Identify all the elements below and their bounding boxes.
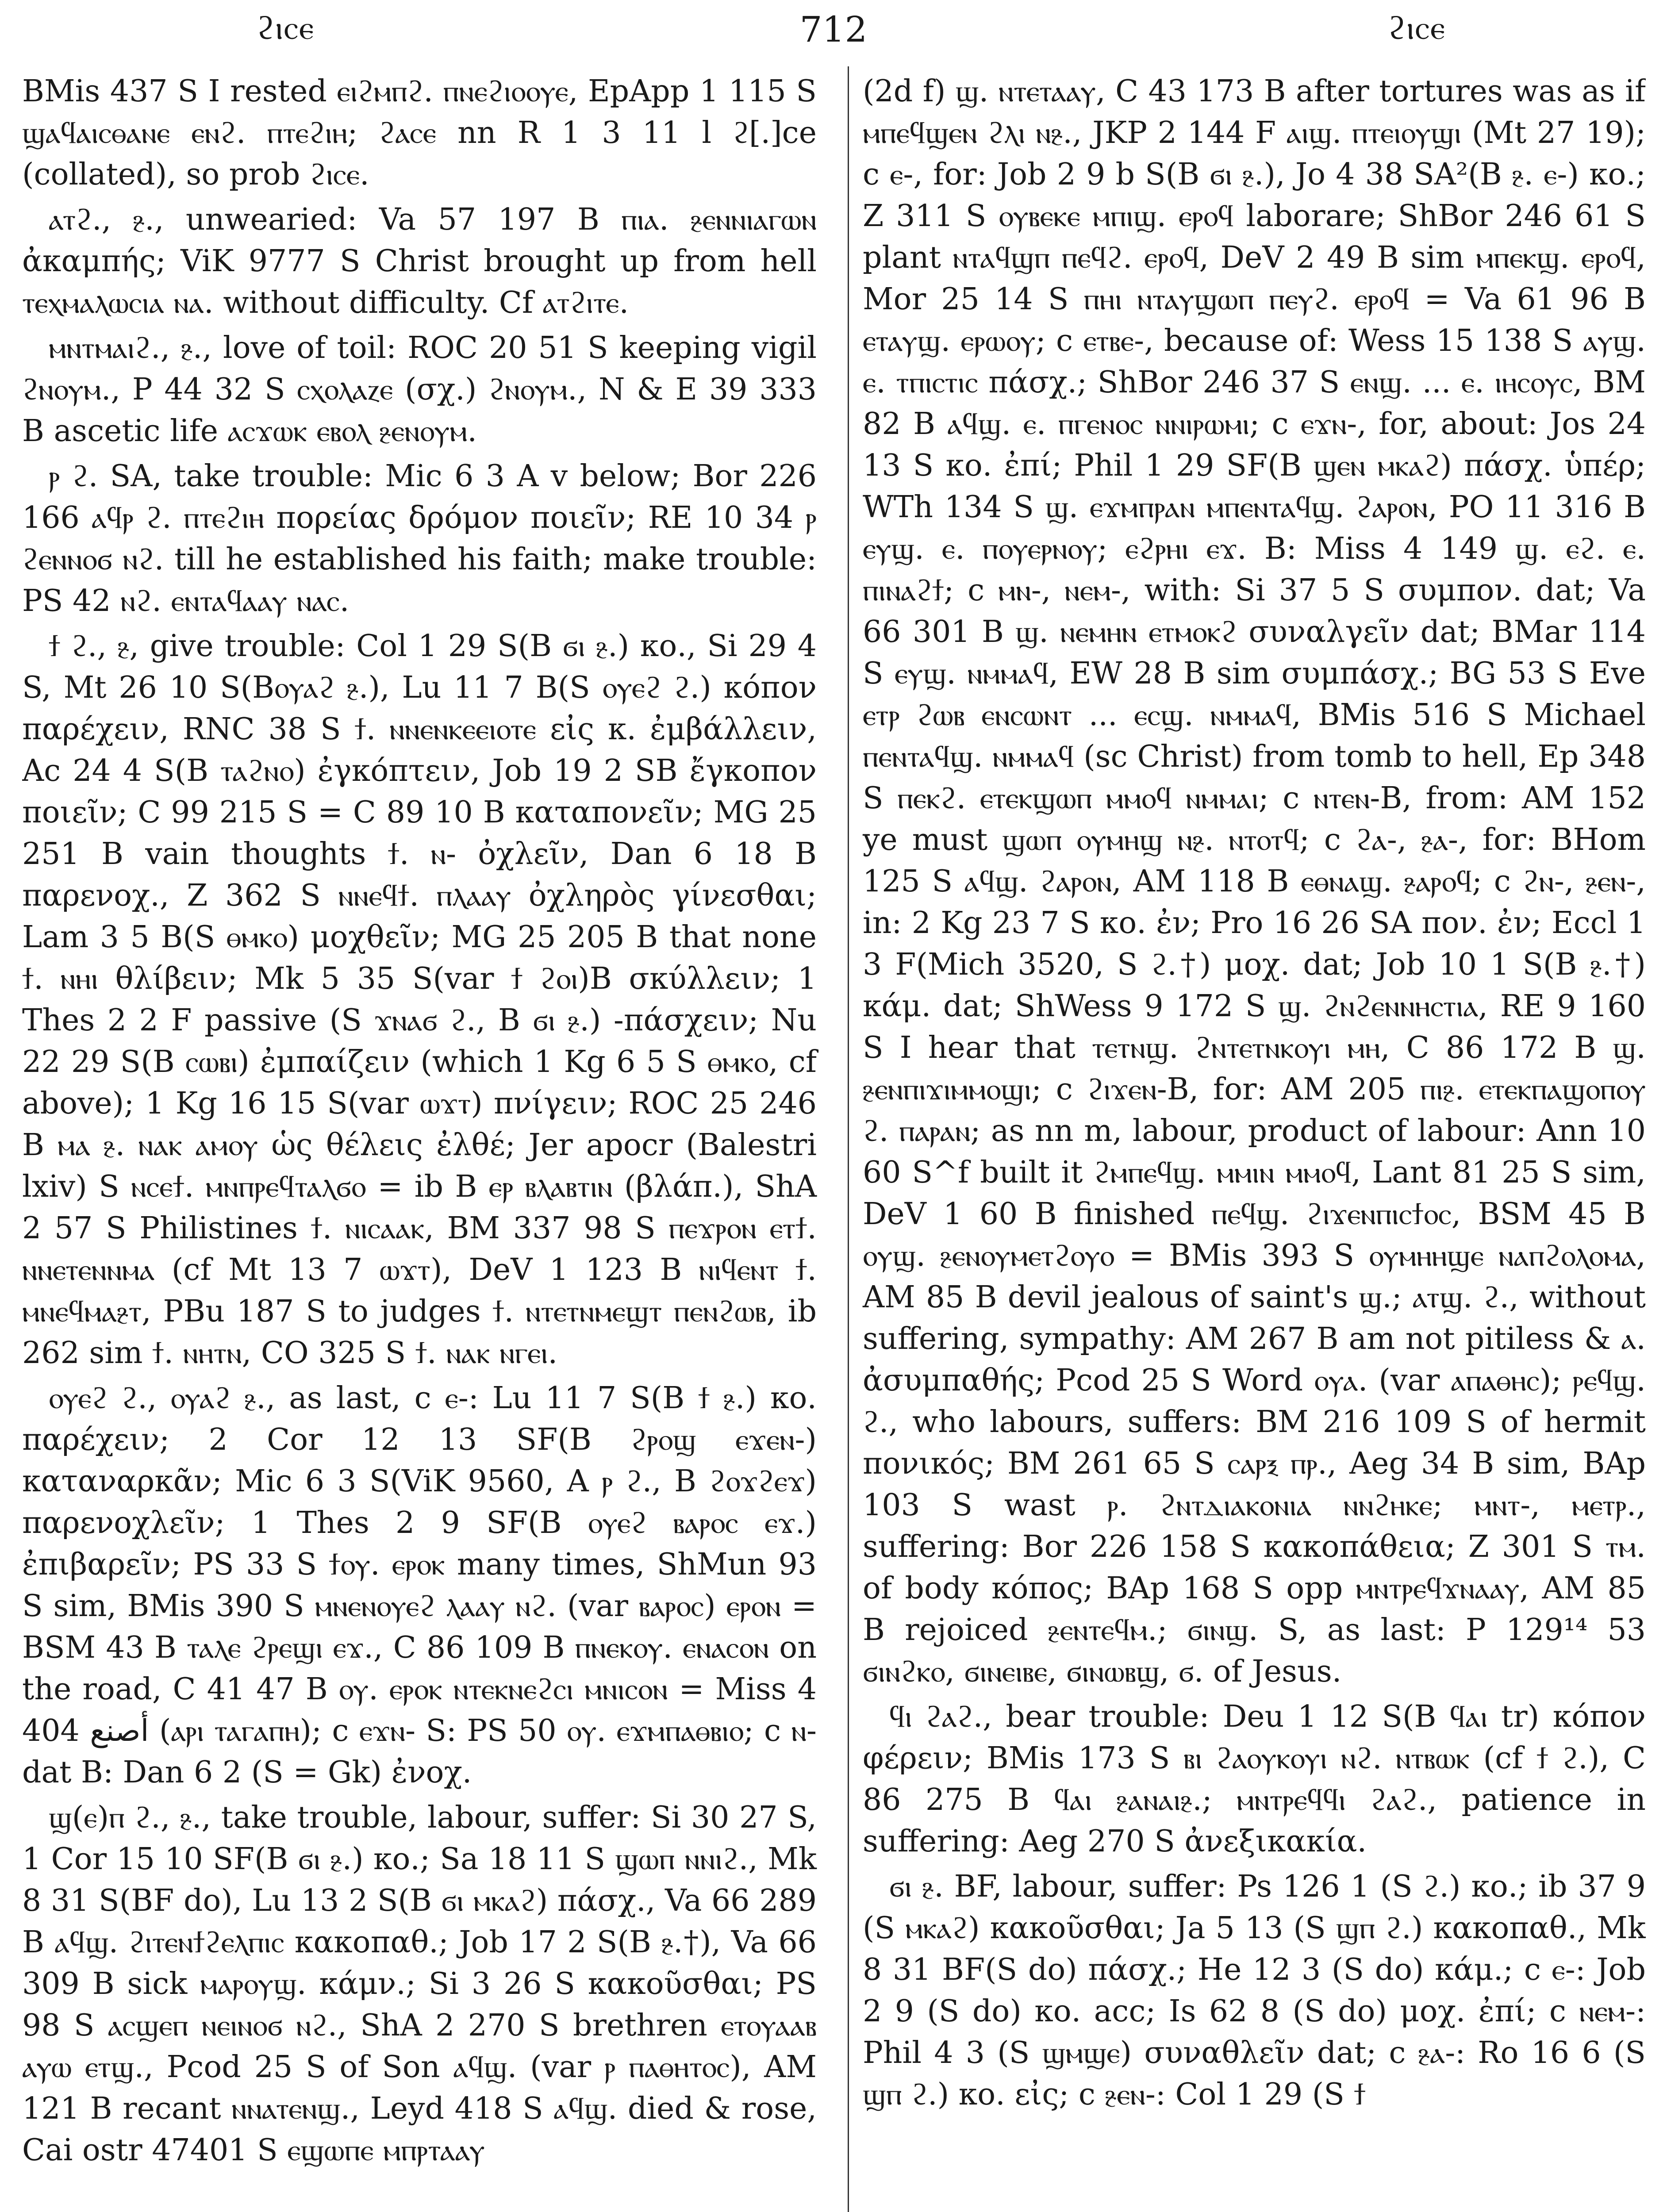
entry-paragraph: ⲟⲩⲉϩ ϩ., ⲟⲩⲁϩ ⳉ., as last, c ⲉ-: Lu 11 7 S(B ϯ ⳉ.) κο. παρέχειν; 2 Cor 12 13 SF(B ϩⲣⲟϣ ⲉϫⲉⲛ-) καταναρκᾶν; Mic 6 3 S(ViK 9560, A ⲣ ϩ., B ϩⲟϫϩⲉϫ) παρενοχλεῖν; 1 Thes 2 9 SF(B ⲟⲩⲉϩ ⲃⲁⲣⲟⲥ ⲉϫ.) ἐπιβαρεῖν; PS 33 S ϯⲟⲩ. ⲉⲣⲟⲕ many times, ShMun 93 S sim, BMis 390 S ⲙⲛⲉⲛⲟⲩⲉϩ ⲗⲁⲁⲩ ⲛϩ. (var ⲃⲁⲣⲟⲥ) ⲉⲣⲟⲛ = BSM 43 B ⲧⲁⲗⲉ ϩⲣⲉϣⲓ ⲉϫ., C 86 109 B ⲡⲛⲉⲕⲟⲩ. ⲉⲛⲁⲥⲟⲛ on the road, C 41 47 B ⲟⲩ. ⲉⲣⲟⲕ ⲛⲧⲉⲕⲛⲉϩⲥⲓ ⲙⲛⲓⲥⲟⲛ = Miss 4 404 أصنع (ⲁⲣⲓ ⲧⲁⲅⲁⲡⲏ); c ⲉϫⲛ- S: PS 50 ⲟⲩ. ⲉϫⲙⲡⲁⲑⲃⲓⲟ; c ⲛ- dat B: Dan 6 2 (S = Gk) ἐνοχ.: [22, 1381, 817, 1790]
entry-paragraph: BMis 437 S I rested ⲉⲓϩⲙⲡϩ. ⲡⲛⲉϩⲓⲟⲟⲩⲉ, EpApp 1 115 S ϣⲁϥⲁⲓⲥⲑⲁⲛⲉ ⲉⲛϩ. ⲡⲧⲉϩⲓⲏ; ϩⲁⲥⲉ nn R 1 3 11 l ϩ[.]ce (collated), so prob ϩⲓⲥⲉ.: [22, 74, 817, 192]
page-number: 712: [799, 9, 868, 50]
entry-paragraph: ⲁⲧϩ., ⳉ., unwearied: Va 57 197 B ⲡⲓⲁ. ⳉⲉⲛⲛⲓⲁⲅⲱⲛ ἀκαμπής; ViK 9777 S Christ brought up from hell ⲧⲉⲭⲙⲁⲗⲱⲥⲓⲁ ⲛⲁ. without difficulty. Cf ⲁⲧϩⲓⲧⲉ.: [22, 202, 817, 320]
entry-paragraph: ϣ(ⲉ)ⲡ ϩ., ⳉ., take trouble, labour, suffer: Si 30 27 S, 1 Cor 15 10 SF(B ϭⲓ ⳉ.) κο.; Sa 18 11 S ϣⲱⲡ ⲛⲛⲓϩ., Mk 8 31 S(BF do), Lu 13 2 S(B ϭⲓ ⲙⲕⲁϩ) πάσχ., Va 66 289 B ⲁϥϣ. ϩⲓⲧⲉⲛϯϩⲉⲗⲡⲓⲥ κακοπαθ.; Job 17 2 S(B ⳉ.†), Va 66 309 B sick ⲙⲁⲣⲟⲩϣ. κάμν.; Si 3 26 S κακοῦσθαι; PS 98 S ⲁⲥϣⲉⲡ ⲛⲉⲓⲛⲟϭ ⲛϩ., ShA 2 270 S brethren ⲉⲧⲟⲩⲁⲁⲃ ⲁⲩⲱ ⲉⲧϣ., Pcod 25 S of Son ⲁϥϣ. (var ⲣ ⲡⲁⲑⲏⲧⲟⲥ), AM 121 B recant ⲛⲛⲁⲧⲉⲛϣ., Leyd 418 S ⲁϥϣ. died & rose, Cai ostr 47401 S ⲉϣⲱⲡⲉ ⲙⲡⲣⲧⲁⲁⲩ: [22, 1800, 817, 2168]
right-running-headword: ϩⲓⲥⲉ: [1388, 9, 1446, 47]
column-divider: [848, 66, 849, 2212]
entry-paragraph: (2d f) ϣ. ⲛⲧⲉⲧⲁⲁⲩ, C 43 173 B after tortures was as if ⲙⲡⲉϥϣⲉⲛ ϩⲗⲓ ⲛⳉ., JKP 2 144 F ⲁⲓϣ. ⲡⲧⲉⲓⲟⲩϣⲓ (Mt 27 19); c ⲉ-, for: Job 2 9 b S(B ϭⲓ ⳉ.), Jo 4 38 SA²(B ⳉ. ⲉ-) κο.; Z 311 S ⲟⲩⲃⲉⲕⲉ ⲙⲡⲓϣ. ⲉⲣⲟϥ laborare; ShBor 246 61 S plant ⲛⲧⲁϥϣⲡ ⲡⲉϥϩ. ⲉⲣⲟϥ, DeV 2 49 B sim ⲙⲡⲉⲕϣ. ⲉⲣⲟϥ, Mor 25 14 S ⲡⲏⲓ ⲛⲧⲁⲩϣⲱⲡ ⲡⲉⲩϩ. ⲉⲣⲟϥ = Va 61 96 B ⲉⲧⲁⲩϣ. ⲉⲣⲱⲟⲩ; c ⲉⲧⲃⲉ-, because of: Wess 15 138 S ⲁⲩϣ. ⲉ. ⲧⲡⲓⲥⲧⲓⲥ πάσχ.; ShBor 246 37 S ⲉⲛϣ. ... ⲉ. ⲓⲏⲥⲟⲩⲥ, BM 82 B ⲁϥϣ. ⲉ. ⲡⲅⲉⲛⲟⲥ ⲛⲛⲓⲣⲱⲙⲓ; c ⲉϫⲛ-, for, about: Jos 24 13 S κο. ἐπί; Phil 1 29 SF(B ϣⲉⲛ ⲙⲕⲁϩ) πάσχ. ὑπέρ; WTh 134 S ϣ. ⲉϫⲙⲡⲣⲁⲛ ⲙⲡⲉⲛⲧⲁϥϣ. ϩⲁⲣⲟⲛ, PO 11 316 B ⲉⲩϣ. ⲉ. ⲡⲟⲩⲉⲣⲛⲟⲩ; ⲉϩⲣⲏⲓ ⲉϫ. B: Miss 4 149 ϣ. ⲉϩ. ⲉ. ⲡⲓⲛⲁϩϯ; c ⲙⲛ-, ⲛⲉⲙ-, with: Si 37 5 S συμπον. dat; Va 66 301 B ϣ. ⲛⲉⲙⲏⲛ ⲉⲧⲙⲟⲕϩ συναλγεῖν dat; BMar 114 S ⲉⲩϣ. ⲛⲙⲙⲁϥ, EW 28 B sim συμπάσχ.; BG 53 S Eve ⲉⲧⲣ ϩⲱⲃ ⲉⲛⲥⲱⲛⲧ ... ⲉⲥϣ. ⲛⲙⲙⲁϥ, BMis 516 S Michael ⲡⲉⲛⲧⲁϥϣ. ⲛⲙⲙⲁϥ (sc Christ) from tomb to hell, Ep 348 S ⲡⲉⲕϩ. ⲉⲧⲉⲕϣⲱⲡ ⲙⲙⲟϥ ⲛⲙⲙⲁⲓ; c ⲛⲧⲉⲛ-B, from: AM 152 ye must ϣⲱⲡ ⲟⲩⲙⲏϣ ⲛⳉ. ⲛⲧⲟⲧϥ; c ϩⲁ-, ⳉⲁ-, for: BHom 125 S ⲁϥϣ. ϩⲁⲣⲟⲛ, AM 118 B ⲉⲑⲛⲁϣ. ⳉⲁⲣⲟϥ; c ϩⲛ-, ⳉⲉⲛ-, in: 2 Kg 23 7 S κο. ἐν; Pro 16 26 SA πον. ἐν; Eccl 1 3 F(Mich 3520, S ϩ.†) μοχ. dat; Job 10 1 S(B ⳉ.†) κάμ. dat; ShWess 9 172 S ϣ. ϩⲛϩⲉⲛⲛⲏⲥⲧⲓⲁ, RE 9 160 S I hear that ⲧⲉⲧⲛϣ. ϩⲛⲧⲉⲧⲛⲕⲟⲩⲓ ⲙⲏ, C 86 172 B ϣ. ⳉⲉⲛⲡⲓϫⲓⲙⲙⲟϣⲓ; c ϩⲓϫⲉⲛ-B, for: AM 205 ⲡⲓⳉ. ⲉⲧⲉⲕⲡⲁϣⲟⲡⲟⲩ ϩ. ⲡⲁⲣⲁⲛ; as nn m, labour, product of labour: Ann 10 60 S^f built it ϩⲙⲡⲉϥϣ. ⲙⲙⲓⲛ ⲙⲙⲟϥ, Lant 81 25 S sim, DeV 1 60 B finished ⲡⲉϥϣ. ϩⲓϫⲉⲛⲡⲓⲥϯⲟⲥ, BSM 45 B ⲟⲩϣ. ⳉⲉⲛⲟⲩⲙⲉⲧϩⲟⲩⲟ = BMis 393 S ⲟⲩⲙⲏⲏϣⲉ ⲛⲁⲡϩⲟⲗⲟⲙⲁ, AM 85 B devil jealous of saint's ϣ.; ⲁⲧϣ. ϩ., without suffering, sympathy: AM 267 B am not pitiless & ⲁ. ἀσυμπαθής; Pcod 25 S Word ⲟⲩⲁ. (var ⲁⲡⲁⲑⲏⲥ); ⲣⲉϥϣ. ϩ., who labours, suffers: BM 216 109 S of hermit πονικός; BM 261 65 S ⲥⲁⲣⲝ ⲡⲣ., Aeg 34 B sim, BAp 103 S wast ⲣ. ϩⲛⲧⲇⲓⲁⲕⲟⲛⲓⲁ ⲛⲛϩⲏⲕⲉ; ⲙⲛⲧ-, ⲙⲉⲧⲣ., suffering: Bor 226 158 S κακοπάθεια; Z 301 S ⲧⲙ. of body κόπος; BAp 168 S opp ⲙⲛⲧⲣⲉϥϫⲛⲁⲁⲩ, AM 85 B rejoiced ⳉⲉⲛⲧⲉϥⲙ.; ϭⲓⲛϣ. S, as last: P 129¹⁴ 53 ϭⲓⲛϩⲕⲟ, ϭⲓⲛⲉⲓⲃⲉ, ϭⲓⲛⲱⲃϣ, ϭ. of Jesus.: [863, 74, 1646, 1689]
left-running-headword: ϩⲓⲥⲉ: [257, 9, 315, 47]
left-column: [22, 71, 832, 2212]
entry-paragraph: ϭⲓ ⳉ. BF, labour, suffer: Ps 126 1 (S ϩ.) κο.; ib 37 9 (S ⲙⲕⲁϩ) κακοῦσθαι; Ja 5 13 (S ϣⲡ ϩ.) κακοπαθ., Mk 8 31 BF(S do) πάσχ.; He 12 3 (S do) κάμ.; c ⲉ-: Job 2 9 (S do) κο. acc; Is 62 8 (S do) μοχ. ἐπί; c ⲛⲉⲙ-: Phil 4 3 (S ϣⲙϣⲉ) συναθλεῖν dat; c ⳉⲁ-: Ro 16 6 (S ϣⲡ ϩ.) κο. εἰς; c ⳉⲉⲛ-: Col 1 29 (S ϯ: [863, 1869, 1646, 2112]
entry-paragraph: ϯ ϩ., ⳉ, give trouble: Col 1 29 S(B ϭⲓ ⳉ.) κο., Si 29 4 S, Mt 26 10 S(Bⲟⲩⲁϩ ⳉ.), Lu 11 7 B(S ⲟⲩⲉϩ ϩ.) κόπον παρέχειν, RNC 38 S ϯ. ⲛⲛⲉⲛⲕⲉⲉⲓⲟⲧⲉ εἰς κ. ἐμβάλλειν, Ac 24 4 S(B ⲧⲁϩⲛⲟ) ἐγκόπτειν, Job 19 2 SB ἔγκοπον ποιεῖν; C 99 215 S = C 89 10 B καταπονεῖν; MG 25 251 B vain thoughts ϯ. ⲛ- ὀχλεῖν, Dan 6 18 B παρενοχ., Z 362 S ⲛⲛⲉϥϯ. ⲡⲗⲁⲁⲩ ὀχληρὸς γίνεσθαι; Lam 3 5 B(S ⲑⲙⲕⲟ) μοχθεῖν; MG 25 205 B that none ϯ. ⲛⲏⲓ θλίβειν; Mk 5 35 S(var ϯ ϩⲟⲓ)B σκύλλειν; 1 Thes 2 2 F passive (S ϫⲛⲁϭ ϩ., B ϭⲓ ⳉ.) -πάσχειν; Nu 22 29 S(B ⲥⲱⲃⲓ) ἐμπαίζειν (which 1 Kg 6 5 S ⲑⲙⲕⲟ, cf above); 1 Kg 16 15 S(var ⲱϫⲧ) πνίγειν; ROC 25 246 B ⲙⲁ ⳉ. ⲛⲁⲕ ⲁⲙⲟⲩ ὡς θέλεις ἐλθέ; Jer apocr (Balestri lxiv) S ⲛⲥⲉϯ. ⲙⲛⲡⲣⲉϥⲧⲁⲗϭⲟ = ib B ⲉⲣ ⲃⲗⲁⲃⲧⲓⲛ (βλάπ.), ShA 2 57 S Philistines ϯ. ⲛⲓⲥⲁⲁⲕ, BM 337 98 S ⲡⲉϫⲣⲟⲛ ⲉⲧϯ. ⲛⲛⲉⲧⲉⲛⲛⲙⲁ (cf Mt 13 7 ⲱϫⲧ), DeV 1 123 B ⲛⲓϥⲉⲛⲧ ϯ. ⲙⲛⲉϥⲙⲁⳉⲧ, PBu 187 S to judges ϯ. ⲛⲧⲉⲧⲛⲙⲉϣⲧ ⲡⲉⲛϩⲱⲃ, ib 262 sim ϯ. ⲛⲏⲧⲛ, CO 325 S ϯ. ⲛⲁⲕ ⲛⲅⲉⲓ.: [22, 629, 817, 1371]
right-column: [849, 71, 1646, 2212]
entry-paragraph: ⲙⲛⲧⲙⲁⲓϩ., ⳉ., love of toil: ROC 20 51 S keeping vigil ϩⲛⲟⲩⲙ., P 44 32 S ⲥⲭⲟⲗⲁⲍⲉ (σχ.) ϩⲛⲟⲩⲙ., N & E 39 333 B ascetic life ⲁⲥϫⲱⲕ ⲉⲃⲟⲗ ⳉⲉⲛⲟⲩⲙ.: [22, 330, 817, 449]
entry-paragraph: ϥⲓ ϩⲁϩ., bear trouble: Deu 1 12 S(B ϥⲁⲓ tr) κόπον φέρειν; BMis 173 S ⲃⲓ ϩⲁⲟⲩⲕⲟⲩⲓ ⲛϩ. ⲛⲧⲃⲱⲕ (cf ϯ ϩ.), C 86 275 B ϥⲁⲓ ⳉⲁⲛⲁⲓⳉ.; ⲙⲛⲧⲣⲉϥϥⲓ ϩⲁϩ., patience in suffering: Aeg 270 S ἀνεξικακία.: [863, 1699, 1646, 1859]
page-header: [27, 9, 1640, 62]
entry-paragraph: ⲣ ϩ. SA, take trouble: Mic 6 3 A v below; Bor 226 166 ⲁϥⲣ ϩ. ⲡⲧⲉϩⲓⲏ πορείας δρόμον ποιεῖν; RE 10 34 ⲣ ϩⲉⲛⲛⲟϭ ⲛϩ. till he established his faith; make trouble: PS 42 ⲛϩ. ⲉⲛⲧⲁϥⲁⲁⲩ ⲛⲁⲥ.: [22, 459, 817, 618]
